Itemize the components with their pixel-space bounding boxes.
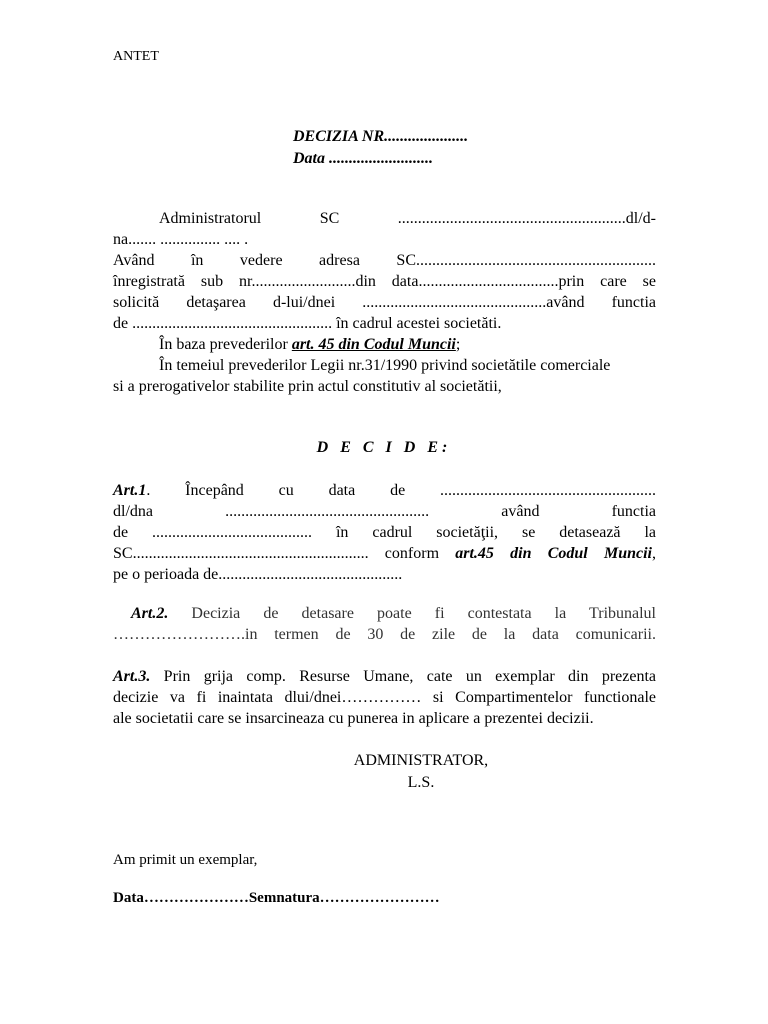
law-line-1: În temeiul prevederilor Legii nr.31/1990 privind societătile comerciale bbox=[159, 357, 611, 374]
decide-heading: D E C I D E: bbox=[316, 439, 452, 456]
intro-line-1: Administratorul SC .........................................................dl/d- bbox=[159, 210, 656, 227]
decision-number: DECIZIA NR..................... bbox=[293, 128, 469, 145]
art1-line-2: dl/dna ................................................... având functia bbox=[113, 503, 656, 520]
intro-paragraph bbox=[113, 208, 656, 397]
legal-reference: art. 45 din Codul Muncii bbox=[291, 336, 456, 353]
art3-line-1: Art.3. Prin grija comp. Resurse Umane, cate un exemplar din prezenta bbox=[113, 668, 656, 685]
art1-line-3: de ........................................ în cadrul societăţii, se detasează la bbox=[113, 524, 656, 541]
article-1 bbox=[113, 480, 656, 585]
art3-line-2: decizie va fi inaintata dlui/dnei…………… si Compartimentelor functionale bbox=[113, 689, 656, 706]
art1-line-1: Art.1. Începând cu data de ...................................................... bbox=[113, 482, 656, 499]
art3-line-3: ale societatii care se insarcineaza cu punerea in aplicare a prezentei decizii. bbox=[113, 710, 594, 727]
art1-line-5: pe o perioada de.............................................. bbox=[113, 566, 403, 583]
legal-basis-line: În baza prevederilor art. 45 din Codul Muncii; bbox=[159, 336, 461, 353]
article-3 bbox=[113, 666, 656, 729]
signature-block bbox=[0, 750, 768, 794]
intro-line-6: de .................................................. în cadrul acestei societăti. bbox=[113, 315, 502, 332]
intro-line-5: solicită detaşarea d-lui/dnei ..............................................având functia bbox=[113, 294, 656, 311]
receipt-note: Am primit un exemplar, bbox=[113, 852, 258, 868]
art2-line-1: Art.2. Decizia de detasare poate fi contestata la Tribunalul bbox=[131, 605, 656, 622]
art1-legal-reference: art.45 din Codul Muncii bbox=[455, 545, 652, 562]
art2-label: Art.2. bbox=[131, 605, 169, 622]
art1-label: Art.1 bbox=[113, 482, 147, 499]
art1-line-4: SC........................................................... conform art.45 din Codul Muncii, bbox=[113, 545, 656, 562]
seal-placeholder: L.S. bbox=[407, 774, 435, 791]
intro-line-3: Având în vedere adresa SC............................................................ bbox=[113, 252, 656, 269]
administrator-role: ADMINISTRATOR, bbox=[353, 752, 489, 769]
intro-line-4: înregistrată sub nr..........................din data...................................prin care se bbox=[113, 273, 656, 290]
decision-title-block bbox=[293, 126, 468, 170]
art2-line-2: …………………….in termen de 30 de zile de la data comunicarii. bbox=[113, 626, 656, 643]
date-signature-fields: Data…………………Semnatura…………………… bbox=[113, 890, 440, 906]
letterhead-label: ANTET bbox=[113, 49, 159, 64]
decision-date: Data .......................... bbox=[293, 150, 433, 167]
intro-line-2: na....... ............... .... . bbox=[113, 231, 249, 248]
art3-label: Art.3. bbox=[113, 668, 151, 685]
article-2 bbox=[113, 603, 656, 645]
law-line-2: si a prerogativelor stabilite prin actul constitutiv al societătii, bbox=[113, 378, 502, 395]
